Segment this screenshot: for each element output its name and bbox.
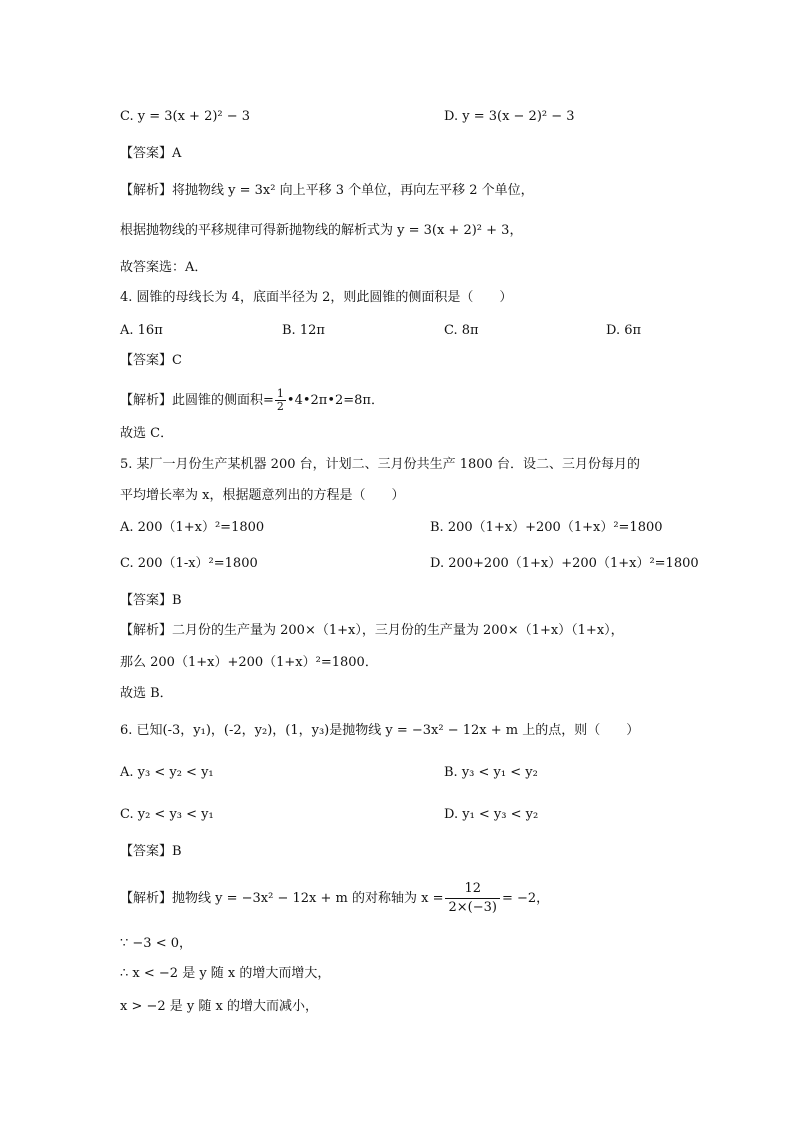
- q5-explanation-1: 【解析】二月份的生产量为 200×（1+x），三月份的生产量为 200×（1+x）（1+x），: [120, 623, 624, 638]
- q4-answer: 【答案】C: [120, 353, 182, 368]
- q5-conclusion: 故选 B．: [120, 686, 173, 701]
- q6-stem: 6. 已知(-3，y₁)，(-2，y₂)，(1，y₃)是抛物线 y = −3x² − 12x + m 上的点，则（ ）: [120, 723, 640, 738]
- q6-explanation-suffix: = −2，: [501, 891, 550, 906]
- q4-fraction: [275, 388, 286, 413]
- q4-option-c: C. 8π: [444, 323, 479, 338]
- q6-fraction: [445, 880, 499, 917]
- q5-stem-1: 5. 某厂一月份生产某机器 200 台，计划二、三月份共生产 1800 台．设二、三月份每月的: [120, 457, 640, 472]
- q4-explanation-suffix: •4•2π•2=8π．: [286, 393, 384, 408]
- q3-option-c: C. y = 3(x + 2)² − 3: [120, 109, 251, 124]
- q6-option-d: D. y₁ < y₃ < y₂: [444, 807, 539, 822]
- q6-explanation-prefix: 【解析】抛物线 y = −3x² − 12x + m 的对称轴为 x =: [120, 891, 444, 906]
- q3-conclusion: 故答案选：A．: [120, 260, 208, 275]
- q4-option-d: D. 6π: [606, 323, 642, 338]
- q6-option-b: B. y₃ < y₁ < y₂: [444, 765, 538, 780]
- q4-option-a: A. 16π: [120, 323, 163, 338]
- q4-stem: 4. 圆锥的母线长为 4，底面半径为 2，则此圆锥的侧面积是（ ）: [120, 290, 513, 305]
- q5-option-b: B. 200（1+x）+200（1+x）²=1800: [430, 520, 663, 535]
- q5-stem-2: 平均增长率为 x，根据题意列出的方程是（ ）: [120, 488, 405, 503]
- q6-option-c: C. y₂ < y₃ < y₁: [120, 807, 214, 822]
- q6-step-3: x > −2 是 y 随 x 的增大而减小，: [120, 999, 318, 1014]
- q3-explanation-2: 根据抛物线的平移规律可得新抛物线的解析式为 y = 3(x + 2)² + 3，: [120, 223, 523, 238]
- q5-explanation-2: 那么 200（1+x）+200（1+x）²=1800．: [120, 655, 378, 670]
- q3-option-d: D. y = 3(x − 2)² − 3: [444, 109, 575, 124]
- q4-conclusion: 故选 C．: [120, 426, 174, 441]
- q6-fraction-denominator: 2×(−3): [445, 898, 499, 917]
- q6-fraction-numerator: 12: [464, 881, 481, 896]
- q5-option-a: A. 200（1+x）²=1800: [120, 520, 265, 535]
- q6-step-2: ∴ x < −2 是 y 随 x 的增大而增大，: [120, 966, 331, 981]
- q5-option-c: C. 200（1-x）²=1800: [120, 556, 258, 571]
- q5-option-d: D. 200+200（1+x）+200（1+x）²=1800: [430, 556, 699, 571]
- q3-explanation-1: 【解析】将抛物线 y = 3x² 向上平移 3 个单位，再向左平移 2 个单位，: [120, 183, 534, 198]
- q4-explanation-prefix: 【解析】此圆锥的侧面积=: [120, 393, 274, 408]
- q4-fraction-denominator: 2: [276, 400, 284, 413]
- q4-fraction-numerator: 1: [276, 387, 284, 400]
- q6-answer: 【答案】B: [120, 844, 182, 859]
- q4-option-b: B. 12π: [282, 323, 325, 338]
- q4-explanation: [120, 388, 384, 413]
- q6-explanation: [120, 880, 549, 917]
- q3-answer: 【答案】A: [120, 146, 182, 161]
- q6-option-a: A. y₃ < y₂ < y₁: [120, 765, 214, 780]
- q6-step-1: ∵ −3 < 0，: [120, 936, 192, 951]
- q5-answer: 【答案】B: [120, 593, 182, 608]
